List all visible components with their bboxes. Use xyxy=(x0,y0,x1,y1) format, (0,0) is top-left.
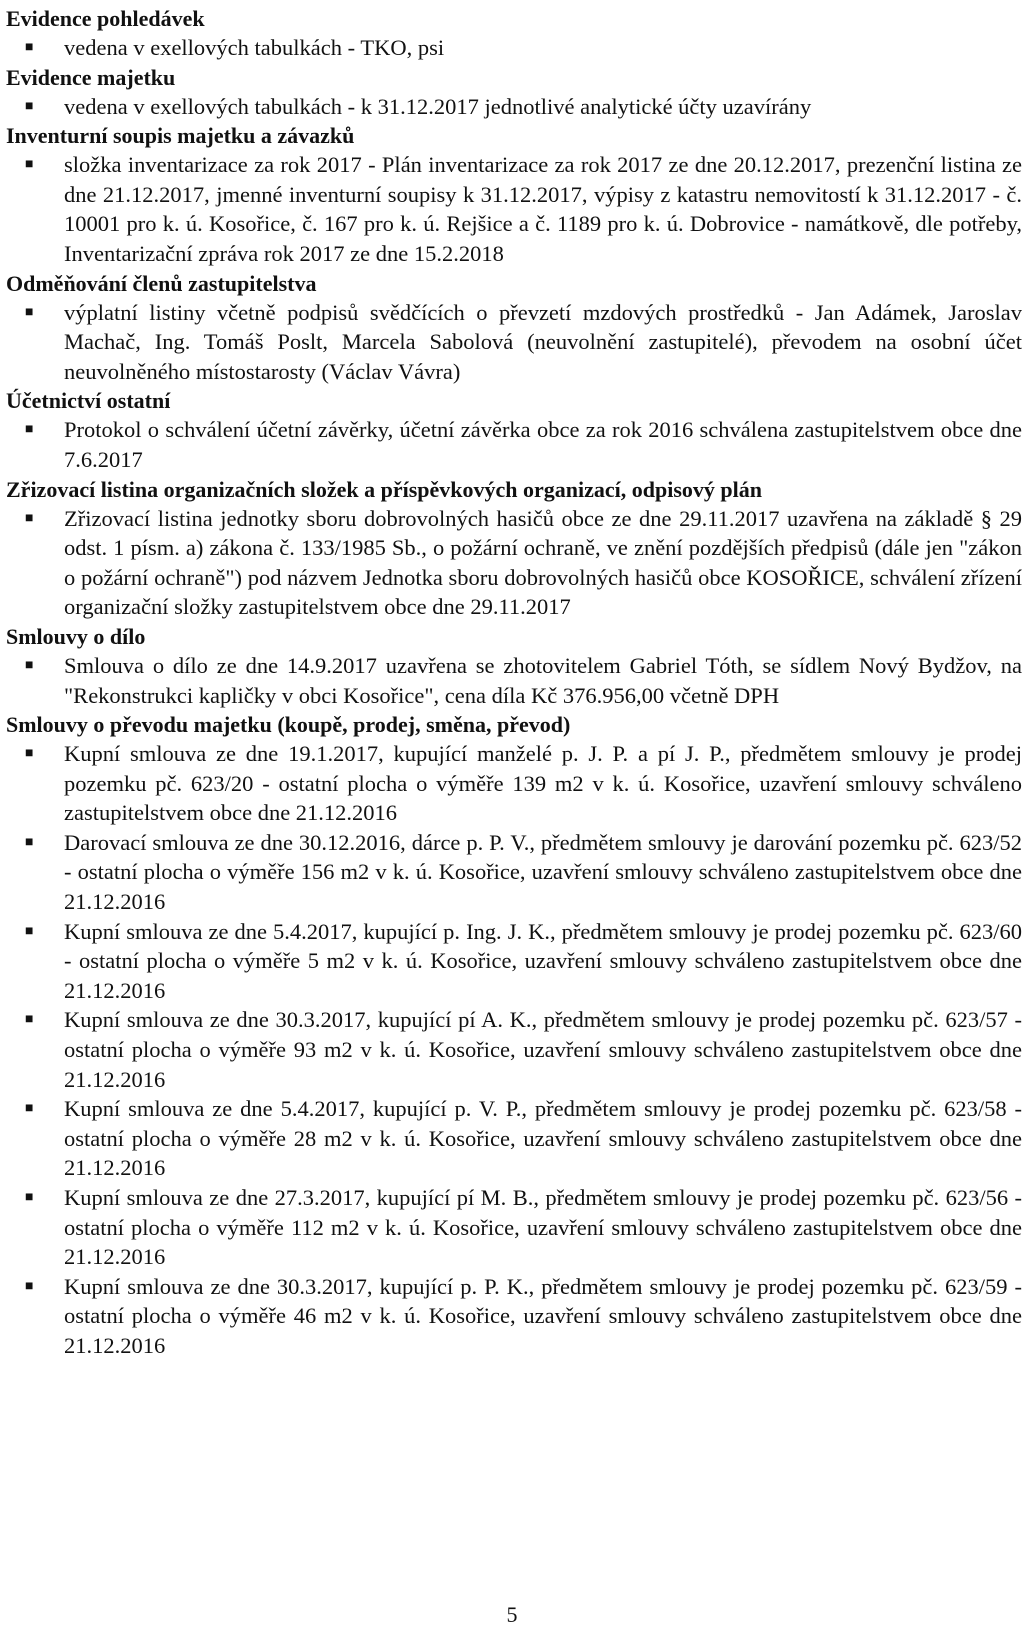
list-item-text: Kupní smlouva ze dne 30.3.2017, kupující pí A. K., předmětem smlouvy je prodej pozemku pč. 623/57 - ostatní plocha o výměře 93 m2 v k. ú. Kosořice, uzavření smlouvy schváleno zastupitelstvem obce dne 21.12.2016 xyxy=(64,1007,1022,1092)
section-heading: Evidence pohledávek xyxy=(6,6,205,31)
document-page xyxy=(6,4,1022,1361)
section-list xyxy=(6,504,1022,622)
bullet-icon: ■ xyxy=(25,1278,34,1294)
list-item-text: Protokol o schválení účetní závěrky, účetní závěrka obce za rok 2016 schválena zastupitelstvem obce dne 7.6.2017 xyxy=(64,417,1022,472)
list-item xyxy=(6,917,1022,1006)
section-list xyxy=(6,150,1022,268)
section-smlouvy-prevod xyxy=(6,710,1022,1360)
list-item xyxy=(6,92,1022,122)
bullet-icon: ■ xyxy=(25,422,34,438)
list-item xyxy=(6,415,1022,474)
list-item-text: Kupní smlouva ze dne 19.1.2017, kupující manželé p. J. P. a pí J. P., předmětem smlouvy je prodej pozemku pč. 623/20 - ostatní plocha o výměře 139 m2 v k. ú. Kosořice, uzavření smlouvy schváleno zastupitelstvem obce dne 21.12.2016 xyxy=(64,741,1022,826)
section-list xyxy=(6,92,1022,122)
section-list xyxy=(6,739,1022,1360)
list-item xyxy=(6,1183,1022,1272)
list-item-text: Kupní smlouva ze dne 5.4.2017, kupující p. Ing. J. K., předmětem smlouvy je prodej pozemku pč. 623/60 - ostatní plocha o výměře 5 m2 v k. ú. Kosořice, uzavření smlouvy schváleno zastupitelstvem obce dne 21.12.2016 xyxy=(64,918,1022,1003)
list-item xyxy=(6,150,1022,268)
bullet-icon: ■ xyxy=(25,834,34,850)
list-item-text: vedena v exellových tabulkách - TKO, psi xyxy=(64,35,445,60)
section-heading: Evidence majetku xyxy=(6,64,176,90)
list-item xyxy=(6,1272,1022,1361)
section-heading: Smlouvy o převodu majetku (koupě, prodej, směna, převod) xyxy=(6,712,571,738)
bullet-icon: ■ xyxy=(25,304,34,320)
list-item-text: Kupní smlouva ze dne 5.4.2017, kupující p. V. P., předmětem smlouvy je prodej pozemku pč. 623/58 - ostatní plocha o výměře 28 m2 v k. ú. Kosořice, uzavření smlouvy schváleno zastupitelstvem obce dne 21.12.2016 xyxy=(64,1096,1022,1181)
section-heading: Smlouvy o dílo xyxy=(6,623,146,649)
section-majetek xyxy=(6,63,1022,122)
list-item-text: Zřizovací listina jednotky sboru dobrovolných hasičů obce ze dne 29.11.2017 uzavřena na základě § 29 odst. 1 písm. a) zákona č. 133/1985 Sb., o požární ochraně, ve znění pozdějších předpisů (dále jen "zákon o požární ochraně") pod názvem Jednotka sboru dobrovolných hasičů obce KOSOŘICE, schválení zřízení organizační složky zastupitelstvem obce dne 29.11.2017 xyxy=(64,505,1022,620)
section-heading: Účetnictví ostatní xyxy=(6,388,171,414)
list-item-text: vedena v exellových tabulkách - k 31.12.2017 jednotlivé analytické účty uzavírány xyxy=(64,93,812,119)
section-smlouvy-o-dilo xyxy=(6,622,1022,710)
page-number: 5 xyxy=(506,1602,518,1627)
section-heading: Odměňování členů zastupitelstva xyxy=(6,270,317,296)
bullet-icon: ■ xyxy=(25,157,34,173)
list-item xyxy=(6,651,1022,710)
section-list xyxy=(6,651,1022,710)
bullet-icon: ■ xyxy=(25,657,34,673)
list-item xyxy=(6,828,1022,917)
section-inventurni-soupis xyxy=(6,121,1022,268)
list-item-text: výplatní listiny včetně podpisů svědčících o převzetí mzdových prostředků - Jan Adámek, Jaroslav Machač, Ing. Tomáš Poslt, Marcela Sabolová (neuvolnění zastupitelé), převodem na osobní účet neuvolněného místostarosty (Václav Vávra) xyxy=(64,299,1022,384)
bullet-icon: ■ xyxy=(25,510,34,526)
list-item-text: Kupní smlouva ze dne 30.3.2017, kupující p. P. K., předmětem smlouvy je prodej pozemku pč. 623/59 - ostatní plocha o výměře 46 m2 v k. ú. Kosořice, uzavření smlouvy schváleno zastupitelstvem obce dne 21.12.2016 xyxy=(64,1273,1022,1358)
section-pohledavky xyxy=(6,4,1022,63)
list-item xyxy=(6,739,1022,828)
list-item-text: Kupní smlouva ze dne 27.3.2017, kupující pí M. B., předmětem smlouvy je prodej pozemku pč. 623/56 - ostatní plocha o výměře 112 m2 v k. ú. Kosořice, uzavření smlouvy schváleno zastupitelstvem obce dne 21.12.2016 xyxy=(64,1185,1022,1270)
bullet-icon: ■ xyxy=(25,1190,34,1205)
section-list xyxy=(6,298,1022,387)
section-zrizovaci-listina xyxy=(6,475,1022,622)
section-heading: Inventurní soupis majetku a závazků xyxy=(6,123,355,149)
list-item-text: Darovací smlouva ze dne 30.12.2016, dárce p. P. V., předmětem smlouvy je darování pozemku pč. 623/52 - ostatní plocha o výměře 156 m2 v k. ú. Kosořice, uzavření smlouvy schváleno zastupitelstvem obce dne 21.12.2016 xyxy=(64,829,1022,915)
list-item xyxy=(6,298,1022,387)
bullet-icon: ■ xyxy=(25,1012,34,1028)
section-list xyxy=(6,415,1022,474)
bullet-icon: ■ xyxy=(25,98,34,114)
list-item xyxy=(6,1094,1022,1183)
list-item xyxy=(6,1005,1022,1094)
list-item-text: Smlouva o dílo ze dne 14.9.2017 uzavřena se zhotovitelem Gabriel Tóth, se sídlem Nový Bydžov, na "Rekonstrukci kapličky v obci Kosořice", cena díla Kč 376.956,00 včetně DPH xyxy=(64,652,1022,708)
bullet-icon: ■ xyxy=(25,746,34,762)
list-item-text: složka inventarizace za rok 2017 - Plán inventarizace za rok 2017 ze dne 20.12.2017, prezenční listina ze dne 21.12.2017, jmenné inventurní soupisy k 31.12.2017, výpisy z katastru nemovitostí k 31.12.2017 - č. 10001 pro k. ú. Kosořice, č. 167 pro k. ú. Rejšice a č. 1189 pro k. ú. Dobrovice - namátkově, dle potřeby, Inventarizační zpráva rok 2017 ze dne 15.2.2018 xyxy=(64,152,1022,266)
list-item xyxy=(6,33,1022,63)
section-list xyxy=(6,33,1022,63)
section-odmenovani xyxy=(6,269,1022,387)
bullet-icon: ■ xyxy=(25,40,34,55)
section-heading: Zřizovací listina organizačních složek a příspěvkových organizací, odpisový plán xyxy=(6,476,762,502)
list-item xyxy=(6,504,1022,622)
section-ucetnictvi-ostatni xyxy=(6,386,1022,474)
bullet-icon: ■ xyxy=(25,923,34,939)
bullet-icon: ■ xyxy=(25,1101,34,1117)
